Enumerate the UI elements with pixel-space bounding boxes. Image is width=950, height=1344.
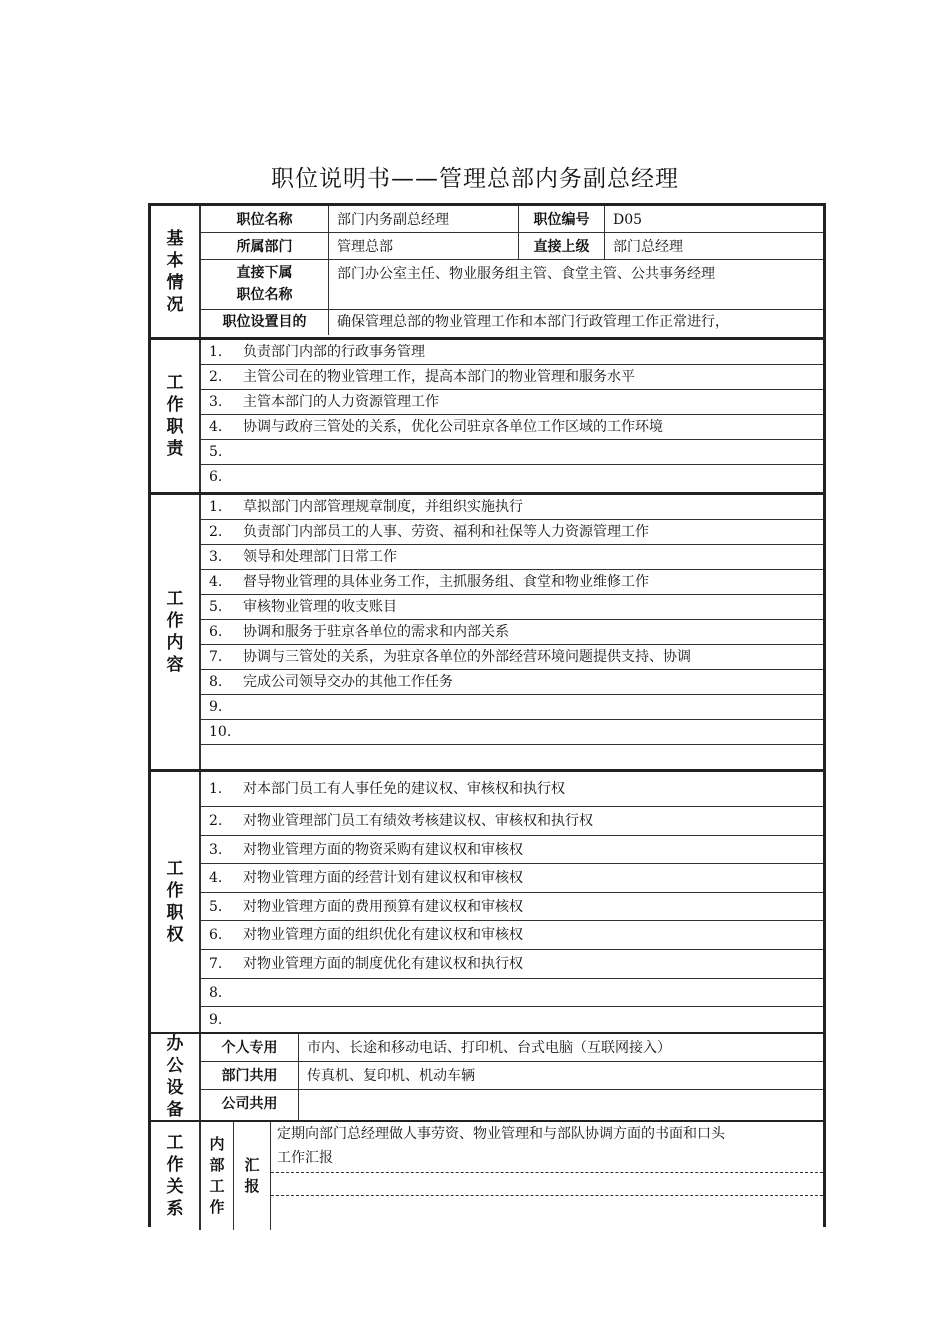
content-item-row	[201, 695, 823, 720]
basic-row-dept	[201, 233, 823, 260]
relations-section	[151, 1122, 823, 1230]
basic-row-subordinates	[201, 260, 823, 310]
basic-row-purpose	[201, 310, 823, 335]
content-item-number: 3.	[209, 549, 223, 565]
basic-info-label: 基 本 情 况	[151, 206, 201, 337]
duty-item-text: 负责部门内部的行政事务管理	[243, 344, 425, 360]
authority-item-number: 2.	[209, 813, 223, 829]
duty-item-row	[201, 365, 823, 390]
authority-item-text: 对物业管理方面的制度优化有建议权和执行权	[243, 956, 523, 972]
purpose-value: 确保管理总部的物业管理工作和本部门行政管理工作正常进行，	[337, 314, 729, 330]
content-item-number: 8.	[209, 674, 223, 690]
content-item-number: 6.	[209, 624, 223, 640]
content-list	[201, 495, 823, 769]
content-item-text: 草拟部门内部管理规章制度，并组织实施执行	[243, 499, 523, 515]
content-item-row	[201, 745, 823, 766]
duty-item-row	[201, 440, 823, 465]
content-item-row	[201, 495, 823, 520]
authority-item-text: 对物业管理方面的经营计划有建议权和审核权	[243, 870, 523, 886]
content-label: 工 作 内 容	[151, 495, 201, 769]
equipment-row-personal	[201, 1034, 823, 1062]
equipment-company-label: 公司共用	[201, 1090, 299, 1120]
authority-item-text: 对物业管理方面的费用预算有建议权和审核权	[243, 898, 523, 915]
equipment-personal-value: 市内、长途和移动电话、打印机、台式电脑（互联网接入）	[307, 1040, 671, 1056]
content-item-text: 协调和服务于驻京各单位的需求和内部关系	[243, 624, 509, 640]
content-item-number: 10.	[209, 724, 232, 740]
authority-item-row	[201, 772, 823, 807]
position-name-label: 职位名称	[201, 206, 329, 232]
report-blank-area	[271, 1196, 823, 1230]
duty-item-row	[201, 465, 823, 489]
basic-row-position	[201, 206, 823, 233]
content-item-row	[201, 570, 823, 595]
authority-item-text: 对物业管理方面的物资采购有建议权和审核权	[243, 841, 523, 858]
authority-item-text: 对物业管理方面的组织优化有建议权和审核权	[243, 927, 523, 943]
content-item-text: 负责部门内部员工的人事、劳资、福利和社保等人力资源管理工作	[243, 524, 649, 540]
dept-value: 管理总部	[329, 233, 519, 259]
authority-label: 工 作 职 权	[151, 772, 201, 1032]
duties-section	[151, 340, 823, 495]
content-item-text: 协调与三管处的关系，为驻京各单位的外部经营环境问题提供支持、协调	[243, 649, 691, 665]
duties-label: 工 作 职 责	[151, 340, 201, 492]
authority-item-number: 7.	[209, 956, 223, 972]
content-item-number: 7.	[209, 649, 223, 665]
equipment-section	[151, 1034, 823, 1122]
content-item-row	[201, 620, 823, 645]
report-text: 定期向部门总经理做人事劳资、物业管理和与部队协调方面的书面和口头 工作汇报	[271, 1122, 823, 1173]
content-section	[151, 495, 823, 772]
authority-item-text: 对物业管理部门员工有绩效考核建议权、审核权和执行权	[243, 813, 593, 829]
content-item-number: 9.	[209, 699, 223, 715]
purpose-label: 职位设置目的	[201, 310, 329, 335]
position-name-value: 部门内务副总经理	[329, 206, 519, 232]
job-description-table	[148, 203, 826, 1227]
duty-item-row	[201, 340, 823, 365]
basic-info-section	[151, 206, 823, 340]
authority-item-number: 6.	[209, 927, 223, 943]
duty-item-number: 3.	[209, 394, 223, 410]
content-item-row	[201, 520, 823, 545]
duty-item-number: 4.	[209, 419, 223, 435]
equipment-label: 办 公 设 备	[151, 1034, 201, 1120]
subordinate-label: 直接下属 职位名称	[201, 260, 329, 309]
duty-item-number: 2.	[209, 369, 223, 385]
content-item-row	[201, 545, 823, 570]
dept-label: 所属部门	[201, 233, 329, 259]
equipment-row-company	[201, 1090, 823, 1120]
internal-work-label: 内 部 工 作	[201, 1122, 234, 1230]
duty-item-row	[201, 415, 823, 440]
authority-list	[201, 772, 823, 1032]
content-item-text: 督导物业管理的具体业务工作，主抓服务组、食堂和物业维修工作	[243, 574, 649, 590]
duties-list	[201, 340, 823, 492]
authority-item-row	[201, 979, 823, 1007]
authority-item-number: 9.	[209, 1011, 223, 1028]
content-item-number: 1.	[209, 499, 223, 515]
superior-label: 直接上级	[519, 233, 605, 259]
authority-item-row	[201, 836, 823, 864]
duty-item-number: 1.	[209, 344, 223, 360]
superior-value: 部门总经理	[613, 239, 683, 255]
content-item-text: 领导和处理部门日常工作	[243, 549, 397, 565]
duty-item-number: 6.	[209, 469, 223, 485]
authority-item-number: 4.	[209, 870, 223, 886]
subordinates-value: 部门办公室主任、物业服务组主管、食堂主管、公共事务经理	[337, 266, 715, 282]
content-item-row	[201, 720, 823, 745]
equipment-dept-label: 部门共用	[201, 1062, 299, 1089]
equipment-row-dept	[201, 1062, 823, 1090]
position-no-value: D05	[613, 212, 643, 228]
duty-item-text: 主管本部门的人力资源管理工作	[243, 394, 439, 410]
equipment-company-value	[299, 1090, 823, 1120]
authority-item-number: 1.	[209, 781, 223, 797]
duty-item-row	[201, 390, 823, 415]
authority-item-number: 8.	[209, 984, 223, 1001]
authority-item-text: 对本部门员工有人事任免的建议权、审核权和执行权	[243, 781, 565, 797]
content-item-number: 2.	[209, 524, 223, 540]
duty-item-text: 主管公司在的物业管理工作，提高本部门的物业管理和服务水平	[243, 369, 635, 385]
equipment-personal-label: 个人专用	[201, 1034, 299, 1061]
report-blank-line	[271, 1173, 823, 1196]
authority-item-number: 5.	[209, 898, 223, 915]
authority-section	[151, 772, 823, 1034]
equipment-dept-value: 传真机、复印机、机动车辆	[307, 1068, 475, 1084]
content-item-number: 5.	[209, 599, 223, 615]
report-content	[271, 1122, 823, 1230]
position-no-label: 职位编号	[519, 206, 605, 232]
duty-item-number: 5.	[209, 444, 223, 460]
authority-item-row	[201, 1007, 823, 1032]
authority-item-row	[201, 921, 823, 950]
authority-item-row	[201, 950, 823, 979]
content-item-text: 完成公司领导交办的其他工作任务	[243, 674, 453, 690]
content-item-text: 审核物业管理的收支账目	[243, 599, 397, 615]
duty-item-text: 协调与政府三管处的关系，优化公司驻京各单位工作区域的工作环境	[243, 419, 663, 435]
content-item-row	[201, 595, 823, 620]
page-title: 职位说明书——管理总部内务副总经理	[271, 166, 679, 192]
report-label: 汇 报	[234, 1122, 271, 1230]
content-item-row	[201, 645, 823, 670]
authority-item-number: 3.	[209, 841, 223, 858]
relations-label: 工 作 关 系	[151, 1122, 201, 1230]
authority-item-row	[201, 807, 823, 836]
authority-item-row	[201, 864, 823, 893]
content-item-number: 4.	[209, 574, 223, 590]
content-item-row	[201, 670, 823, 695]
authority-item-row	[201, 893, 823, 921]
